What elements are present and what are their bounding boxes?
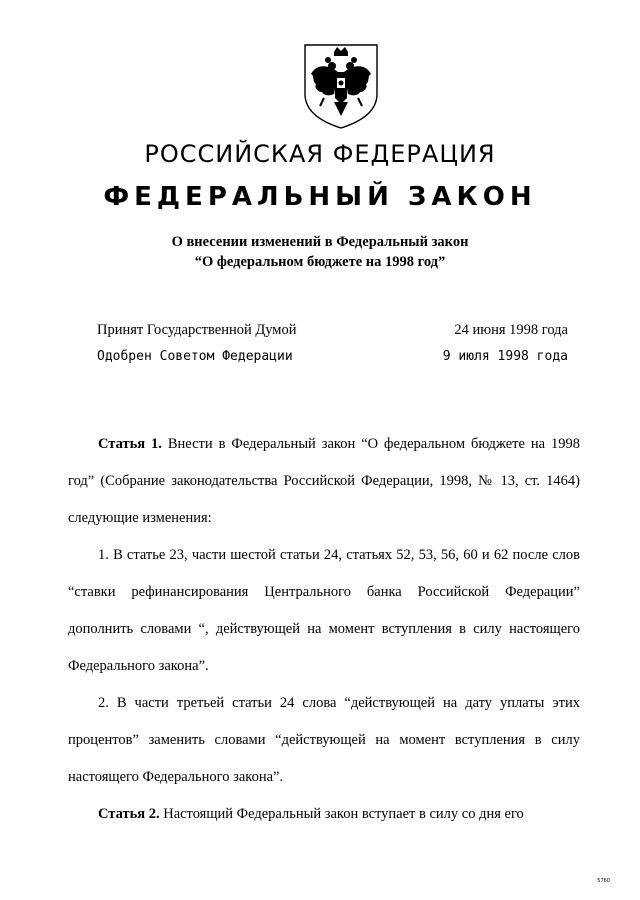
document-type: ФЕДЕРАЛЬНЫЙ ЗАКОН	[103, 182, 537, 212]
page-number: 5760	[597, 878, 610, 884]
duma-adoption-label: Принят Государственной Думой	[97, 322, 297, 338]
article-1-item-1: 1. В статье 23, части шестой статьи 24, статьях 52, 53, 56, 60 и 62 после слов “ставки рефинансирования Центрального банка Российской Федерации” дополнить словами “, действующей на момент вступления в силу настоящего Федерального закона”.	[68, 547, 580, 674]
article-1-title: Статья 1.	[98, 436, 162, 452]
council-approval-label: Одобрен Советом Федерации	[97, 349, 293, 364]
coat-of-arms-emblem	[302, 42, 380, 130]
article-2	[68, 796, 580, 833]
law-body	[68, 426, 580, 833]
duma-adoption-date: 24 июня 1998 года	[454, 322, 568, 338]
article-2-text: Настоящий Федеральный закон вступает в силу со дня его	[163, 806, 524, 822]
law-subject-line-1: О внесении изменений в Федеральный закон	[171, 234, 469, 250]
article-1-intro	[68, 426, 580, 537]
article-1-intro-text: Внести в Федеральный закон “О федеральном бюджете на 1998 год” (Собрание законодательства Российской Федерации, 1998, № 13, ст. 1464) следующие изменения:	[68, 436, 581, 526]
law-subject	[0, 232, 640, 272]
council-approval-date: 9 июля 1998 года	[442, 349, 568, 364]
country-title: РОССИЙСКАЯ ФЕДЕРАЦИЯ	[144, 140, 496, 168]
article-1-item-2: 2. В части третьей статьи 24 слова “действующей на дату уплаты этих процентов” заменить словами “действующей на момент вступления в силу настоящего Федерального закона”.	[68, 695, 580, 785]
law-subject-line-2: “О федеральном бюджете на 1998 год”	[194, 254, 446, 270]
article-2-title: Статья 2.	[98, 806, 160, 822]
